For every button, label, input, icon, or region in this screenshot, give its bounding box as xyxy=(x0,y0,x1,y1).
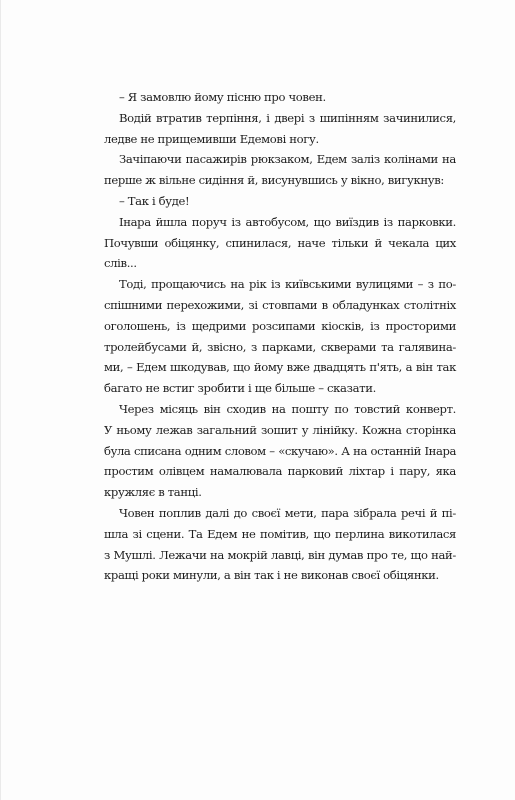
text-line: з Мушлі. Лежачи на мокрій лавці, він думав про те, що най- xyxy=(104,547,456,562)
text-line: багато не встиг зробити і ще більше – сказати. xyxy=(104,381,376,396)
text-line: Через місяць він сходив на пошту по товстий конверт. xyxy=(119,401,456,416)
paragraph xyxy=(104,108,456,150)
paragraph xyxy=(104,87,456,108)
text-line: шла зі сцени. Та Едем не помітив, що перлина викотилася xyxy=(104,526,456,541)
text-line: слів... xyxy=(104,256,137,271)
text-line: спішними перехожими, зі стовпами в обладунках столітніх xyxy=(104,297,456,312)
paragraph xyxy=(104,399,456,503)
text-line: була списана одним словом – «скучаю». А на останній Інара xyxy=(104,443,456,458)
text-line: Зачіпаючи пасажирів рюкзаком, Едем заліз колінами на xyxy=(119,152,456,167)
text-line: тролейбусами й, звісно, з парками, скверами та галявина- xyxy=(104,339,456,354)
paragraph xyxy=(104,274,456,399)
text-line: ми, – Едем шкодував, що йому вже двадцять п'ять, а він так xyxy=(104,360,456,375)
text-line: – Так і буде! xyxy=(119,193,190,208)
text-line: Човен поплив далі до своєї мети, пара зібрала речі й пі- xyxy=(119,505,456,520)
text-line: Водій втратив терпіння, і двері з шипінням зачинилися, xyxy=(119,110,456,125)
text-line: простим олівцем намалювала парковий ліхтар і пару, яка xyxy=(104,464,456,479)
text-line: У ньому лежав загальний зошит у лінійку. Кожна сторінка xyxy=(104,422,456,437)
paragraph xyxy=(104,503,456,586)
text-line: – Я замовлю йому пісню про човен. xyxy=(119,90,326,104)
text-line: перше ж вільне сидіння й, висунувшись у вікно, вигукнув: xyxy=(104,173,444,188)
text-line: ледве не прищемивши Едемові ногу. xyxy=(104,131,319,146)
paragraph xyxy=(104,149,456,191)
text-line: кружляє в танці. xyxy=(104,485,202,500)
text-line: Почувши обіцянку, спинилася, наче тільки й чекала цих xyxy=(104,235,456,250)
text-line: оголошень, із щедрими розсипами кіосків, із просторими xyxy=(104,318,456,333)
text-line: кращі роки минули, а він так і не виконав своєї обіцянки. xyxy=(104,568,439,583)
text-line: Тоді, прощаючись на рік із київськими вулицями – з по- xyxy=(119,277,456,292)
paragraph xyxy=(104,191,456,212)
body-text xyxy=(104,87,456,586)
paragraph xyxy=(104,212,456,274)
text-line: Інара йшла поруч із автобусом, що виїздив із парковки. xyxy=(119,214,456,229)
